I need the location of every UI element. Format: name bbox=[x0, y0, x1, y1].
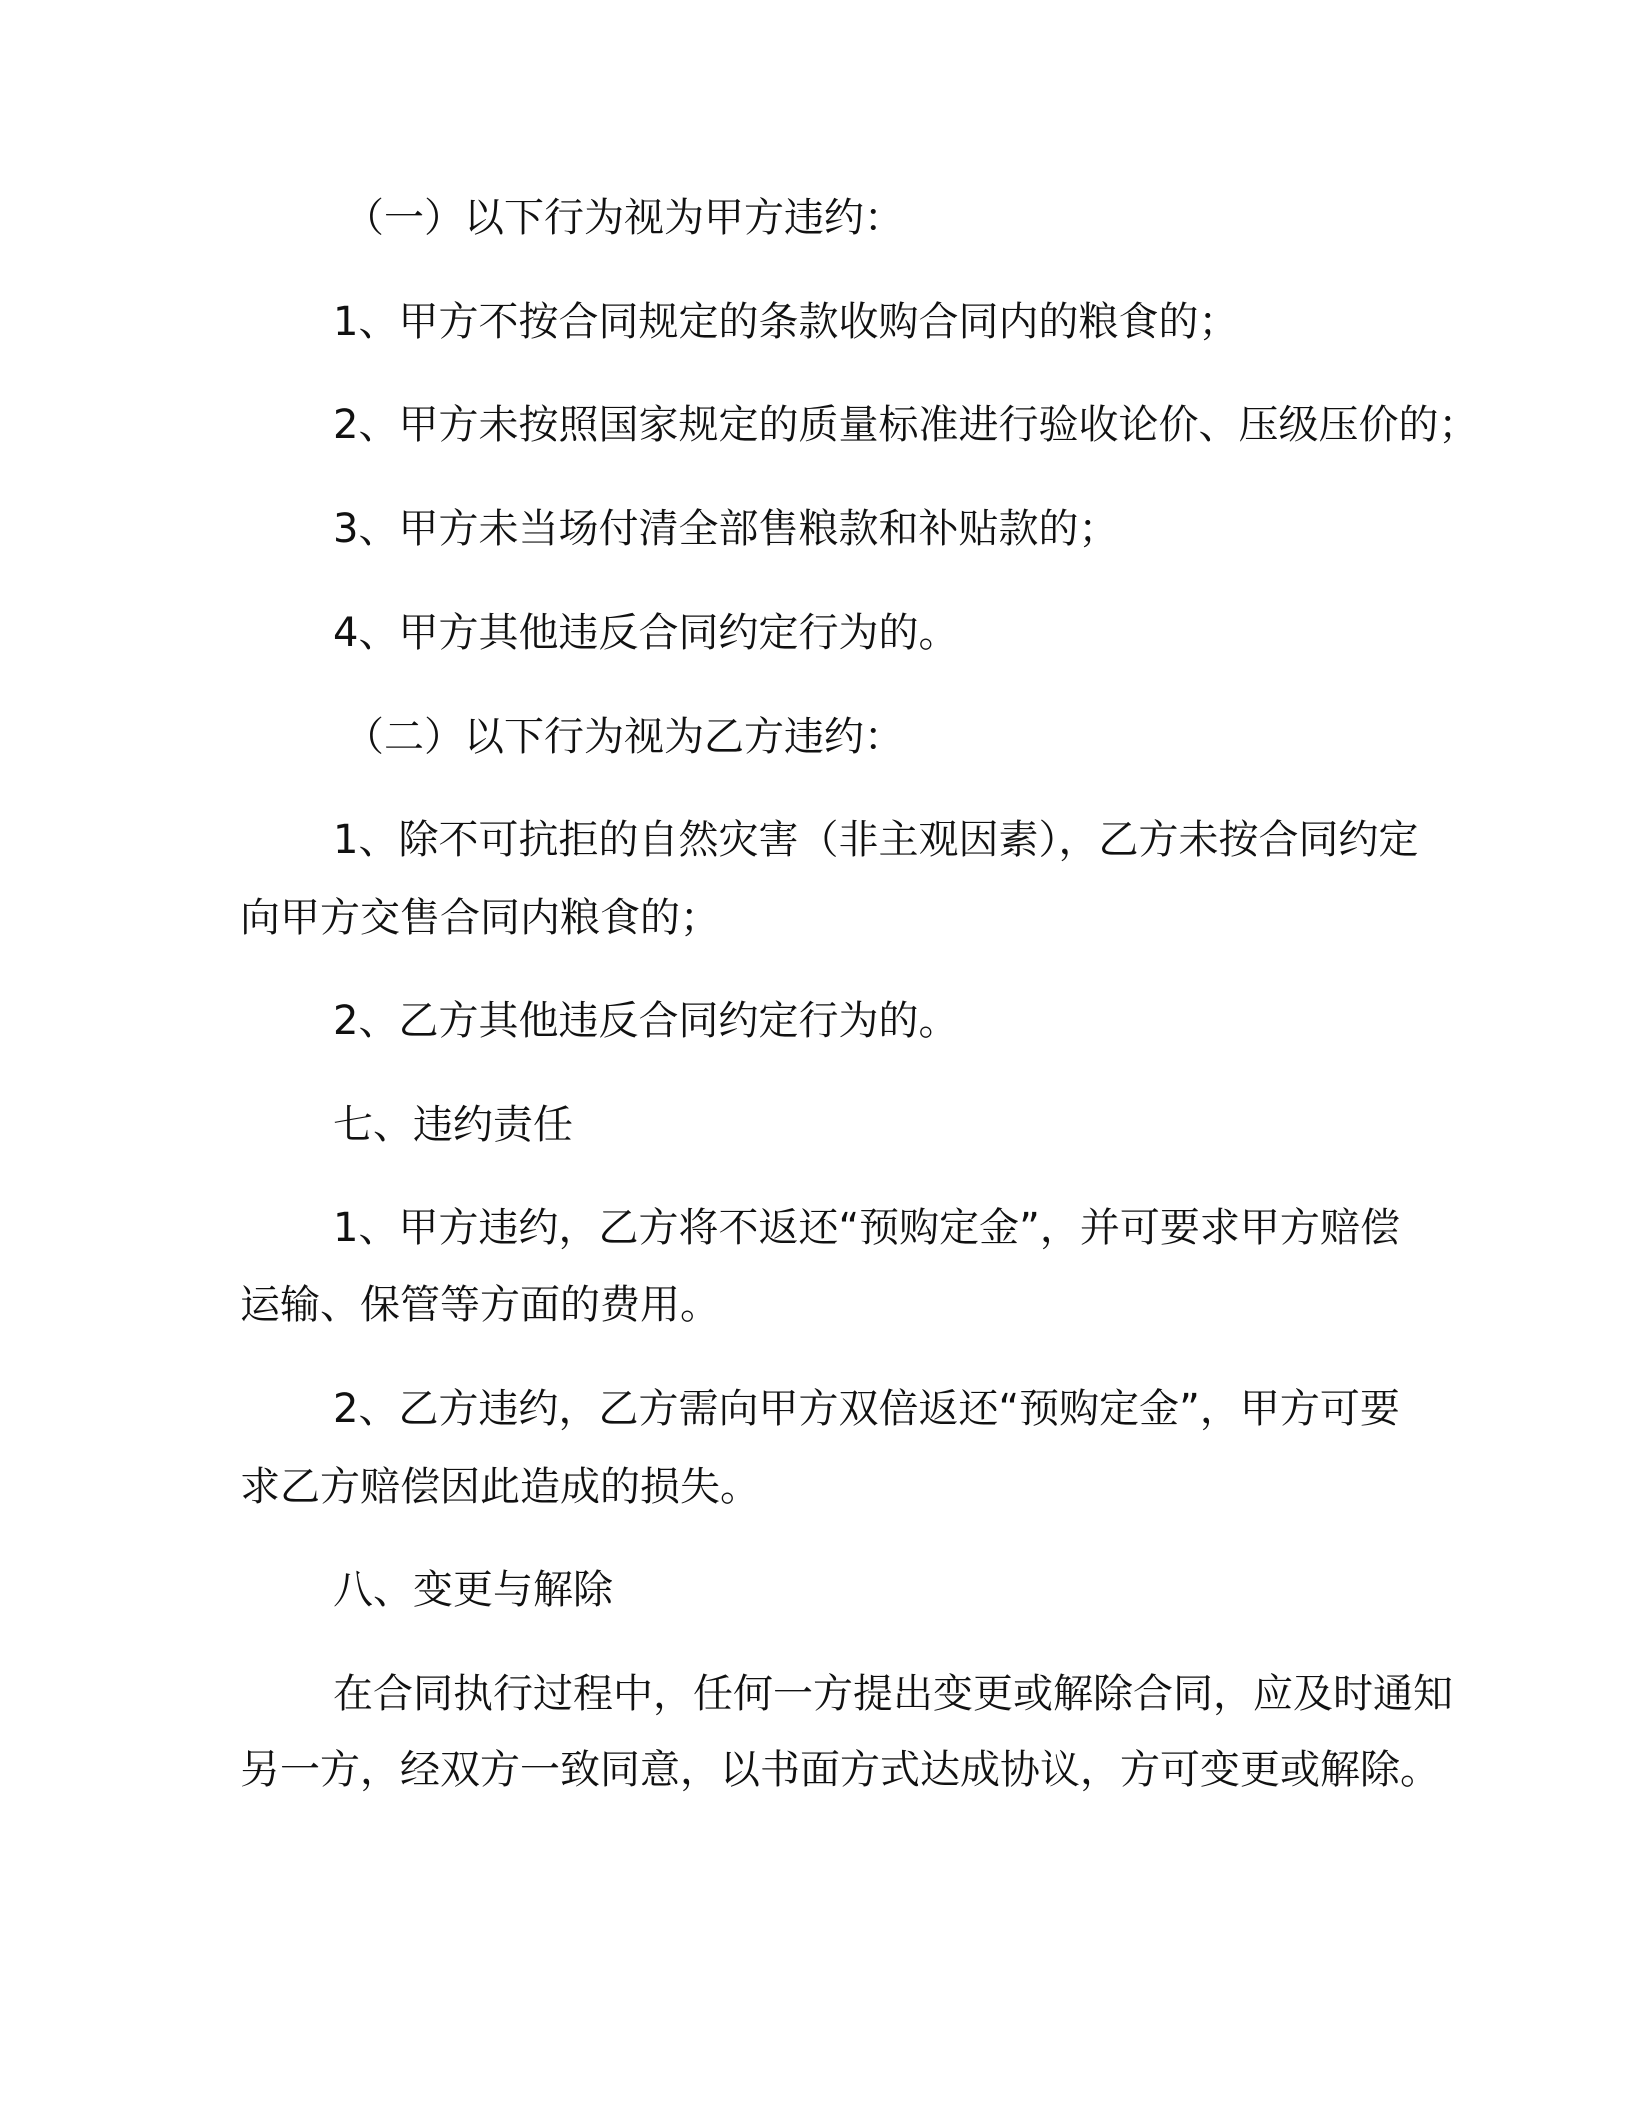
section-1-item-2: 2、甲方未按照国家规定的质量标准进行验收论价、压级压价的； bbox=[333, 402, 1479, 448]
section-2-item-1-line-1: 1、除不可抗拒的自然灾害（非主观因素），乙方未按合同约定 bbox=[333, 817, 1419, 863]
section-1-heading: （一）以下行为视为甲方违约： bbox=[344, 195, 904, 241]
article-7-item-2-line-2: 求乙方赔偿因此造成的损失。 bbox=[240, 1464, 760, 1510]
section-2-item-2: 2、乙方其他违反合同约定行为的。 bbox=[333, 998, 959, 1044]
article-7-item-1-line-2: 运输、保管等方面的费用。 bbox=[240, 1282, 720, 1328]
section-2-heading: （二）以下行为视为乙方违约： bbox=[344, 714, 904, 760]
section-2-item-1-line-2: 向甲方交售合同内粮食的； bbox=[240, 895, 720, 941]
article-8-heading: 八、变更与解除 bbox=[333, 1567, 613, 1613]
article-8-para-line-1: 在合同执行过程中，任何一方提出变更或解除合同，应及时通知 bbox=[333, 1671, 1453, 1717]
article-7-item-1-line-1: 1、甲方违约，乙方将不返还“预购定金”，并可要求甲方赔偿 bbox=[333, 1205, 1400, 1251]
article-8-para-line-2: 另一方，经双方一致同意，以书面方式达成协议，方可变更或解除。 bbox=[240, 1747, 1440, 1793]
article-7-heading: 七、违约责任 bbox=[333, 1102, 573, 1148]
section-1-item-3: 3、甲方未当场付清全部售粮款和补贴款的； bbox=[333, 506, 1119, 552]
article-7-item-2-line-1: 2、乙方违约，乙方需向甲方双倍返还“预购定金”，甲方可要 bbox=[333, 1386, 1400, 1432]
section-1-item-4: 4、甲方其他违反合同约定行为的。 bbox=[333, 610, 959, 656]
section-1-item-1: 1、甲方不按合同规定的条款收购合同内的粮食的； bbox=[333, 299, 1239, 345]
